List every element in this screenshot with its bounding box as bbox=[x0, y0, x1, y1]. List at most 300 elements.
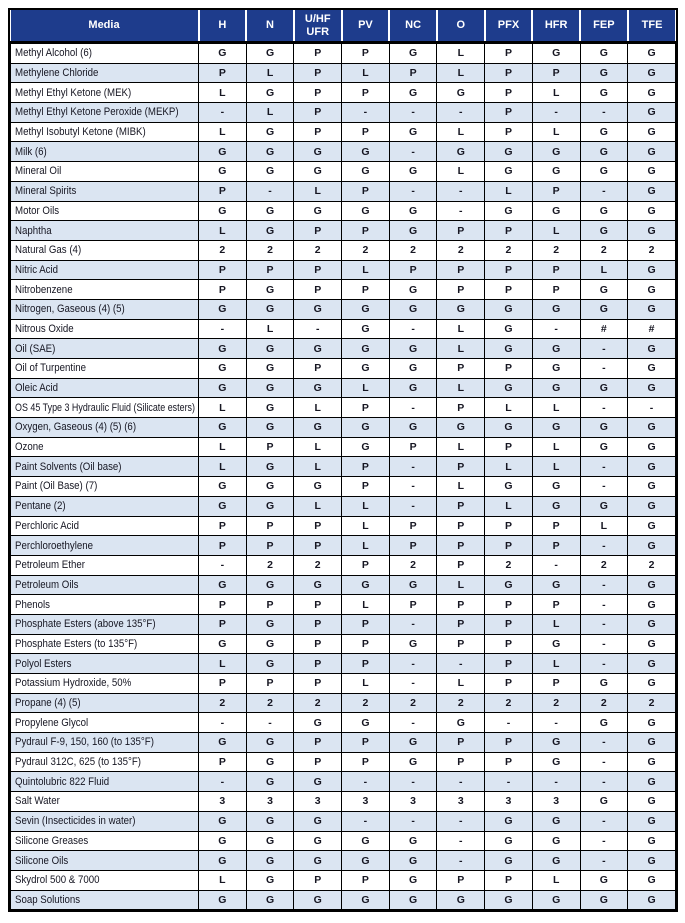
value-cell: P bbox=[342, 870, 390, 890]
value-cell: G bbox=[246, 890, 294, 910]
value-cell: G bbox=[246, 831, 294, 851]
media-cell bbox=[11, 870, 199, 890]
media-label: Pydraul 312C, 625 (to 135°F) bbox=[15, 756, 142, 769]
value-cell: - bbox=[389, 457, 437, 477]
value-cell: P bbox=[485, 63, 533, 83]
media-cell bbox=[11, 772, 199, 792]
value-cell: G bbox=[246, 359, 294, 379]
value-cell: G bbox=[532, 851, 580, 871]
value-cell: G bbox=[532, 752, 580, 772]
value-cell: G bbox=[342, 339, 390, 359]
value-cell: L bbox=[199, 221, 247, 241]
value-cell: # bbox=[628, 319, 676, 339]
table-row bbox=[11, 614, 676, 634]
value-cell: - bbox=[199, 713, 247, 733]
value-cell: P bbox=[294, 516, 342, 536]
value-cell: G bbox=[389, 299, 437, 319]
value-cell: G bbox=[485, 811, 533, 831]
value-cell: P bbox=[389, 516, 437, 536]
value-cell: G bbox=[199, 811, 247, 831]
value-cell: G bbox=[199, 418, 247, 438]
value-cell: G bbox=[199, 162, 247, 182]
table-row bbox=[11, 319, 676, 339]
media-label: Methyl Ethyl Ketone (MEK) bbox=[15, 86, 132, 99]
value-cell: 2 bbox=[437, 240, 485, 260]
value-cell: # bbox=[580, 319, 628, 339]
value-cell: P bbox=[389, 536, 437, 556]
value-cell: G bbox=[246, 851, 294, 871]
value-cell: G bbox=[532, 339, 580, 359]
value-cell: P bbox=[485, 674, 533, 694]
value-cell: G bbox=[199, 201, 247, 221]
value-cell: L bbox=[294, 496, 342, 516]
value-cell: G bbox=[199, 359, 247, 379]
value-cell: G bbox=[580, 870, 628, 890]
chemical-compatibility-table bbox=[8, 8, 678, 912]
value-cell: - bbox=[342, 772, 390, 792]
value-cell: L bbox=[246, 63, 294, 83]
value-cell: L bbox=[199, 457, 247, 477]
value-cell: P bbox=[532, 260, 580, 280]
value-cell: L bbox=[532, 122, 580, 142]
value-cell: L bbox=[437, 319, 485, 339]
value-cell: P bbox=[294, 654, 342, 674]
value-cell: P bbox=[246, 260, 294, 280]
value-cell: G bbox=[342, 713, 390, 733]
value-cell: G bbox=[389, 378, 437, 398]
value-cell: 2 bbox=[580, 240, 628, 260]
value-cell: - bbox=[389, 713, 437, 733]
value-cell: P bbox=[437, 555, 485, 575]
table-row bbox=[11, 280, 676, 300]
media-label: Oxygen, Gaseous (4) (5) (6) bbox=[15, 421, 137, 434]
value-cell: 2 bbox=[485, 240, 533, 260]
value-cell: - bbox=[580, 634, 628, 654]
media-label: Silicone Greases bbox=[15, 834, 89, 847]
media-label: Motor Oils bbox=[15, 204, 60, 217]
value-cell: G bbox=[246, 772, 294, 792]
value-cell: G bbox=[294, 378, 342, 398]
table-row bbox=[11, 240, 676, 260]
media-cell bbox=[11, 221, 199, 241]
value-cell: G bbox=[580, 83, 628, 103]
value-cell: - bbox=[580, 359, 628, 379]
value-cell: - bbox=[532, 555, 580, 575]
value-cell: G bbox=[437, 142, 485, 162]
value-cell: - bbox=[532, 772, 580, 792]
value-cell: - bbox=[389, 142, 437, 162]
media-label: Milk (6) bbox=[15, 145, 47, 158]
value-cell: G bbox=[389, 634, 437, 654]
value-cell: P bbox=[485, 595, 533, 615]
value-cell: P bbox=[342, 280, 390, 300]
value-cell: P bbox=[342, 634, 390, 654]
value-cell: G bbox=[246, 142, 294, 162]
table-row bbox=[11, 457, 676, 477]
media-cell bbox=[11, 634, 199, 654]
value-cell: 2 bbox=[389, 240, 437, 260]
value-cell: P bbox=[437, 634, 485, 654]
value-cell: 3 bbox=[389, 792, 437, 812]
value-cell: L bbox=[437, 477, 485, 497]
value-cell: P bbox=[246, 516, 294, 536]
value-cell: L bbox=[294, 398, 342, 418]
value-cell: P bbox=[246, 674, 294, 694]
value-cell: L bbox=[199, 83, 247, 103]
value-cell: P bbox=[294, 103, 342, 123]
media-label: Oil of Turpentine bbox=[15, 362, 87, 375]
value-cell: G bbox=[342, 299, 390, 319]
value-cell: G bbox=[485, 378, 533, 398]
media-cell bbox=[11, 339, 199, 359]
value-cell: L bbox=[199, 870, 247, 890]
value-cell: P bbox=[294, 260, 342, 280]
value-cell: - bbox=[199, 772, 247, 792]
value-cell: L bbox=[199, 654, 247, 674]
value-cell: G bbox=[294, 890, 342, 910]
value-cell: G bbox=[628, 63, 676, 83]
value-cell: P bbox=[342, 83, 390, 103]
value-cell: P bbox=[485, 437, 533, 457]
value-cell: P bbox=[199, 614, 247, 634]
value-cell: G bbox=[389, 339, 437, 359]
value-cell: L bbox=[437, 339, 485, 359]
value-cell: L bbox=[532, 83, 580, 103]
media-label: Mineral Spirits bbox=[15, 185, 77, 198]
value-cell: P bbox=[342, 477, 390, 497]
value-cell: 3 bbox=[532, 792, 580, 812]
media-label: Petroleum Ether bbox=[15, 559, 85, 572]
value-cell: G bbox=[342, 201, 390, 221]
value-cell: 3 bbox=[246, 792, 294, 812]
column-header-pfx: PFX bbox=[485, 10, 533, 43]
value-cell: - bbox=[437, 654, 485, 674]
value-cell: L bbox=[246, 319, 294, 339]
value-cell: G bbox=[628, 831, 676, 851]
media-label: Phenols bbox=[15, 598, 50, 611]
value-cell: P bbox=[437, 280, 485, 300]
value-cell: P bbox=[342, 555, 390, 575]
value-cell: G bbox=[246, 496, 294, 516]
value-cell: G bbox=[342, 162, 390, 182]
value-cell: G bbox=[580, 299, 628, 319]
value-cell: G bbox=[246, 398, 294, 418]
media-cell bbox=[11, 674, 199, 694]
value-cell: G bbox=[389, 752, 437, 772]
value-cell: G bbox=[246, 575, 294, 595]
value-cell: G bbox=[246, 122, 294, 142]
value-cell: P bbox=[294, 870, 342, 890]
value-cell: G bbox=[342, 437, 390, 457]
value-cell: G bbox=[437, 418, 485, 438]
value-cell: 2 bbox=[532, 240, 580, 260]
media-label: Mineral Oil bbox=[15, 165, 62, 178]
value-cell: G bbox=[246, 162, 294, 182]
value-cell: G bbox=[628, 713, 676, 733]
value-cell: P bbox=[342, 181, 390, 201]
value-cell: L bbox=[437, 63, 485, 83]
value-cell: G bbox=[246, 870, 294, 890]
media-cell bbox=[11, 496, 199, 516]
value-cell: P bbox=[294, 733, 342, 753]
value-cell: G bbox=[485, 851, 533, 871]
value-cell: G bbox=[389, 890, 437, 910]
value-cell: 2 bbox=[294, 240, 342, 260]
value-cell: L bbox=[437, 575, 485, 595]
value-cell: P bbox=[294, 122, 342, 142]
value-cell: G bbox=[628, 536, 676, 556]
value-cell: P bbox=[389, 595, 437, 615]
value-cell: G bbox=[294, 142, 342, 162]
table-row bbox=[11, 437, 676, 457]
value-cell: P bbox=[485, 614, 533, 634]
value-cell: P bbox=[485, 359, 533, 379]
media-cell bbox=[11, 418, 199, 438]
value-cell: L bbox=[532, 221, 580, 241]
table-row bbox=[11, 162, 676, 182]
value-cell: P bbox=[532, 595, 580, 615]
value-cell: G bbox=[532, 378, 580, 398]
media-cell bbox=[11, 752, 199, 772]
media-cell bbox=[11, 792, 199, 812]
value-cell: G bbox=[628, 575, 676, 595]
value-cell: G bbox=[294, 477, 342, 497]
value-cell: L bbox=[342, 536, 390, 556]
table-row bbox=[11, 713, 676, 733]
value-cell: G bbox=[342, 142, 390, 162]
table-row bbox=[11, 299, 676, 319]
value-cell: G bbox=[485, 831, 533, 851]
value-cell: - bbox=[437, 201, 485, 221]
value-cell: - bbox=[532, 103, 580, 123]
value-cell: 2 bbox=[246, 555, 294, 575]
media-cell bbox=[11, 516, 199, 536]
value-cell: 2 bbox=[437, 693, 485, 713]
value-cell: G bbox=[294, 162, 342, 182]
value-cell: G bbox=[437, 713, 485, 733]
value-cell: L bbox=[342, 378, 390, 398]
value-cell: G bbox=[485, 319, 533, 339]
value-cell: P bbox=[294, 674, 342, 694]
value-cell: P bbox=[199, 516, 247, 536]
value-cell: P bbox=[199, 674, 247, 694]
table-header-row bbox=[11, 10, 676, 43]
value-cell: G bbox=[389, 851, 437, 871]
value-cell: G bbox=[532, 831, 580, 851]
value-cell: G bbox=[532, 359, 580, 379]
table-row bbox=[11, 477, 676, 497]
value-cell: L bbox=[580, 516, 628, 536]
value-cell: G bbox=[294, 772, 342, 792]
table-row bbox=[11, 693, 676, 713]
media-cell bbox=[11, 240, 199, 260]
media-label: Oil (SAE) bbox=[15, 342, 56, 355]
value-cell: G bbox=[485, 890, 533, 910]
value-cell: G bbox=[246, 811, 294, 831]
value-cell: G bbox=[246, 83, 294, 103]
value-cell: - bbox=[580, 398, 628, 418]
value-cell: P bbox=[199, 280, 247, 300]
value-cell: G bbox=[628, 890, 676, 910]
value-cell: 2 bbox=[389, 555, 437, 575]
value-cell: G bbox=[246, 752, 294, 772]
value-cell: 2 bbox=[246, 240, 294, 260]
media-cell bbox=[11, 831, 199, 851]
value-cell: G bbox=[389, 162, 437, 182]
value-cell: P bbox=[485, 634, 533, 654]
value-cell: G bbox=[532, 418, 580, 438]
value-cell: P bbox=[294, 63, 342, 83]
media-cell bbox=[11, 693, 199, 713]
value-cell: P bbox=[342, 43, 390, 64]
media-label: Propane (4) (5) bbox=[15, 697, 81, 710]
value-cell: - bbox=[580, 477, 628, 497]
value-cell: G bbox=[532, 477, 580, 497]
value-cell: - bbox=[389, 772, 437, 792]
value-cell: - bbox=[437, 772, 485, 792]
media-label: OS 45 Type 3 Hydraulic Fluid (Silicate esters) bbox=[15, 401, 195, 414]
value-cell: P bbox=[246, 595, 294, 615]
value-cell: - bbox=[389, 614, 437, 634]
value-cell: G bbox=[628, 792, 676, 812]
value-cell: G bbox=[628, 83, 676, 103]
value-cell: - bbox=[389, 477, 437, 497]
media-label: Perchloric Acid bbox=[15, 519, 80, 532]
value-cell: P bbox=[485, 536, 533, 556]
value-cell: - bbox=[580, 811, 628, 831]
table-row bbox=[11, 575, 676, 595]
value-cell: - bbox=[580, 181, 628, 201]
value-cell: P bbox=[532, 63, 580, 83]
value-cell: P bbox=[199, 181, 247, 201]
value-cell: P bbox=[294, 359, 342, 379]
value-cell: L bbox=[532, 870, 580, 890]
value-cell: G bbox=[580, 792, 628, 812]
value-cell: G bbox=[246, 614, 294, 634]
column-header-tfe: TFE bbox=[628, 10, 676, 43]
value-cell: G bbox=[389, 280, 437, 300]
value-cell: P bbox=[294, 280, 342, 300]
table-row bbox=[11, 142, 676, 162]
value-cell: G bbox=[532, 811, 580, 831]
value-cell: G bbox=[580, 890, 628, 910]
table-row bbox=[11, 359, 676, 379]
value-cell: P bbox=[485, 870, 533, 890]
value-cell: G bbox=[294, 418, 342, 438]
value-cell: P bbox=[437, 595, 485, 615]
table-row bbox=[11, 772, 676, 792]
value-cell: G bbox=[437, 299, 485, 319]
value-cell: G bbox=[199, 477, 247, 497]
value-cell: G bbox=[342, 418, 390, 438]
media-label: Nitrogen, Gaseous (4) (5) bbox=[15, 303, 125, 316]
value-cell: L bbox=[342, 674, 390, 694]
value-cell: G bbox=[580, 43, 628, 64]
table-row bbox=[11, 378, 676, 398]
media-label: Quintolubric 822 Fluid bbox=[15, 775, 110, 788]
media-label: Potassium Hydroxide, 50% bbox=[15, 677, 132, 690]
media-cell bbox=[11, 142, 199, 162]
value-cell: G bbox=[485, 162, 533, 182]
value-cell: - bbox=[437, 103, 485, 123]
value-cell: - bbox=[532, 319, 580, 339]
value-cell: G bbox=[580, 63, 628, 83]
media-cell bbox=[11, 181, 199, 201]
table-row bbox=[11, 63, 676, 83]
table-row bbox=[11, 654, 676, 674]
value-cell: G bbox=[246, 43, 294, 64]
media-cell bbox=[11, 713, 199, 733]
value-cell: - bbox=[532, 713, 580, 733]
value-cell: G bbox=[389, 201, 437, 221]
value-cell: 2 bbox=[485, 555, 533, 575]
table-row bbox=[11, 831, 676, 851]
media-label: Sevin (Insecticides in water) bbox=[15, 815, 136, 828]
value-cell: P bbox=[389, 260, 437, 280]
media-label: Nitrous Oxide bbox=[15, 322, 74, 335]
value-cell: L bbox=[437, 162, 485, 182]
value-cell: 2 bbox=[580, 555, 628, 575]
media-cell bbox=[11, 575, 199, 595]
value-cell: P bbox=[437, 496, 485, 516]
value-cell: - bbox=[437, 181, 485, 201]
value-cell: - bbox=[389, 319, 437, 339]
media-cell bbox=[11, 103, 199, 123]
value-cell: G bbox=[199, 43, 247, 64]
value-cell: P bbox=[294, 614, 342, 634]
value-cell: G bbox=[294, 851, 342, 871]
table-row bbox=[11, 221, 676, 241]
value-cell: L bbox=[294, 437, 342, 457]
value-cell: G bbox=[246, 457, 294, 477]
value-cell: P bbox=[294, 43, 342, 64]
value-cell: L bbox=[342, 516, 390, 536]
value-cell: G bbox=[628, 418, 676, 438]
value-cell: G bbox=[389, 122, 437, 142]
media-label: Methyl Isobutyl Ketone (MIBK) bbox=[15, 126, 146, 139]
column-header-fep: FEP bbox=[580, 10, 628, 43]
media-cell bbox=[11, 614, 199, 634]
value-cell: P bbox=[199, 260, 247, 280]
media-cell bbox=[11, 477, 199, 497]
value-cell: G bbox=[199, 733, 247, 753]
value-cell: G bbox=[580, 674, 628, 694]
value-cell: G bbox=[532, 162, 580, 182]
media-label: Petroleum Oils bbox=[15, 578, 79, 591]
table-row bbox=[11, 201, 676, 221]
table-row bbox=[11, 260, 676, 280]
value-cell: G bbox=[389, 359, 437, 379]
value-cell: L bbox=[199, 437, 247, 457]
value-cell: G bbox=[628, 142, 676, 162]
value-cell: P bbox=[485, 122, 533, 142]
value-cell: P bbox=[437, 260, 485, 280]
value-cell: G bbox=[628, 201, 676, 221]
value-cell: L bbox=[294, 181, 342, 201]
value-cell: G bbox=[342, 851, 390, 871]
value-cell: - bbox=[580, 831, 628, 851]
value-cell: 2 bbox=[580, 693, 628, 713]
media-label: Soap Solutions bbox=[15, 893, 81, 906]
value-cell: P bbox=[437, 870, 485, 890]
value-cell: G bbox=[628, 103, 676, 123]
value-cell: L bbox=[342, 496, 390, 516]
value-cell: G bbox=[485, 339, 533, 359]
value-cell: G bbox=[294, 811, 342, 831]
value-cell: P bbox=[485, 83, 533, 103]
value-cell: 3 bbox=[437, 792, 485, 812]
value-cell: - bbox=[437, 851, 485, 871]
